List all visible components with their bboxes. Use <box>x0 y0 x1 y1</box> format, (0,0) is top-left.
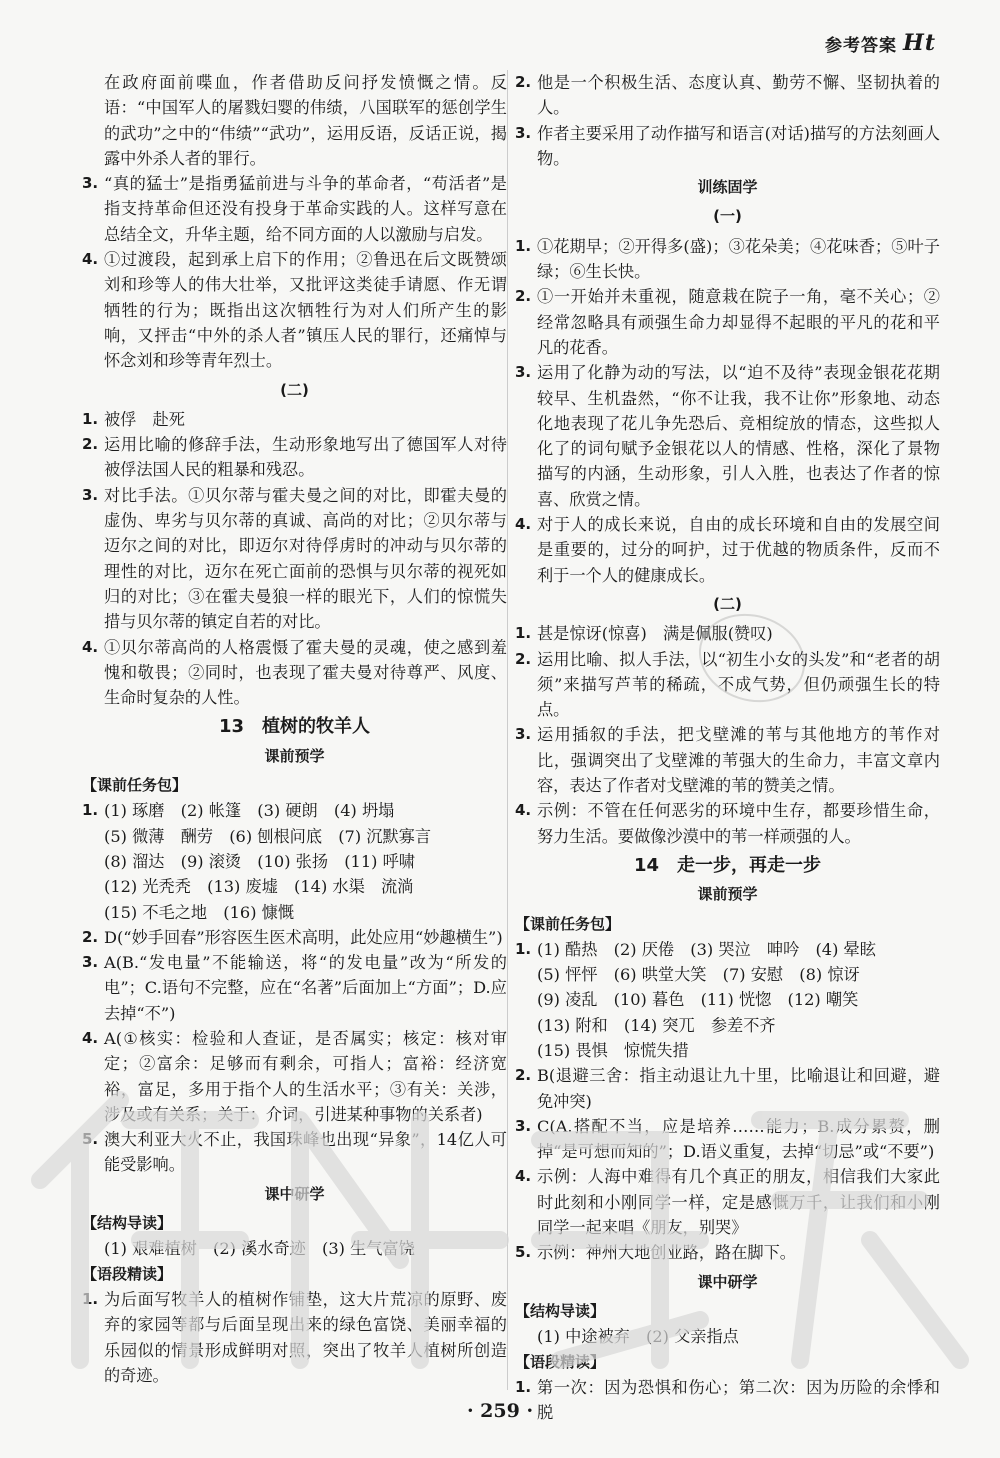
item-number: 4. <box>515 515 532 534</box>
lesson-title <box>515 853 940 878</box>
answer-item <box>515 121 940 172</box>
item-number: 4. <box>515 1167 532 1186</box>
item-number: 1. <box>82 801 99 820</box>
continued-text: (12) 光秃秃 (13) 废墟 (14) 水渠 流淌 <box>104 877 414 897</box>
item-text: 甚是惊讶(惊喜) 满是佩服(赞叹) <box>537 624 773 644</box>
page-number: · 259 · <box>466 1400 534 1422</box>
item-number: 2. <box>515 73 532 91</box>
column-divider <box>507 70 508 1390</box>
answer-item <box>515 1063 940 1114</box>
item-number: 3. <box>82 174 99 193</box>
item-text: 示例：神州大地创业路，路在脚下。 <box>537 1243 796 1263</box>
item-text: A(①核实：检验和人查证，是否属实；核定：核对审定；②富余：足够而有剩余，可指人；富裕：经济宽裕，富足，多用于指个人的生活水平；③有关：关涉，涉及或有关系；关于：介词，引进某种事物的关系者) <box>104 1028 507 1124</box>
section-subheading: 课前预学 <box>697 885 758 904</box>
item-number: 1. <box>515 236 532 255</box>
answer-item <box>82 798 507 823</box>
item-text: D(“妙手回春”形容医生医术高明，此处应用“妙趣横生”) <box>104 927 503 947</box>
section-tag: 【课前任务包】 <box>82 776 188 795</box>
answer-item <box>515 937 940 962</box>
continued-text: (15) 不毛之地 (16) 慷慨 <box>104 902 295 922</box>
item-number: 4. <box>515 801 532 820</box>
continued-text: (5) 微薄 酬劳 (6) 刨根问底 (7) 沉默寡言 <box>104 826 432 846</box>
answer-item <box>82 925 507 950</box>
item-number: 2. <box>515 649 532 668</box>
item-text: B(退避三舍：指主动退让九十里，比喻退让和回避，避免冲突) <box>537 1066 940 1111</box>
section-subheading: (二) <box>280 380 309 399</box>
item-number: 2. <box>82 435 99 454</box>
item-text: 被俘 赴死 <box>104 409 185 429</box>
answer-item <box>515 722 940 798</box>
lesson-number: 13 <box>218 716 245 738</box>
answer-item <box>515 70 940 121</box>
item-number: 2. <box>82 927 99 946</box>
right-column <box>515 70 940 1425</box>
answer-item <box>515 798 940 849</box>
answer-item <box>82 432 507 483</box>
item-number: 3. <box>515 123 532 142</box>
answer-item <box>515 512 940 588</box>
item-number: 5. <box>515 1243 532 1262</box>
publisher-logo: Ht <box>903 30 936 56</box>
answer-item <box>82 1287 507 1388</box>
item-number: 3. <box>515 725 532 744</box>
section-tag: 【语段精读】 <box>515 1352 606 1371</box>
section-subheading: (二) <box>713 594 742 613</box>
item-text: (1) 酷热 (2) 厌倦 (3) 哭泣 呻吟 (4) 晕眩 <box>537 939 876 959</box>
answer-item <box>82 171 507 247</box>
item-text: 作者主要采用了动作描写和语言(对话)描写的方法刻画人物。 <box>537 123 940 168</box>
item-number: 3. <box>515 1116 532 1135</box>
item-text: 运用插叙的手法，把戈壁滩的苇与其他地方的苇作对比，强调突出了戈壁滩的苇强大的生命力，丰富文章内容，表达了作者对戈壁滩的苇的赞美之情。 <box>537 725 940 796</box>
lesson-name: 植树的牧羊人 <box>262 716 371 738</box>
item-number: 4. <box>82 637 99 656</box>
item-text: ①贝尔蒂高尚的人格震慑了霍夫曼的灵魂，使之感到羞愧和敬畏；②同时，也表现了霍夫曼对待尊严、风度、生命时复杂的人性。 <box>104 637 507 708</box>
section-subheading: 课前预学 <box>264 746 325 765</box>
section-subheading: 训练固学 <box>697 178 758 197</box>
item-text: ①一开始并未重视，随意栽在院子一角，毫不关心；②经常忽略具有顽强生命力却显得不起眼的平凡的花和平凡的花香。 <box>537 287 940 357</box>
item-text: 示例：不管在任何恶劣的环境中生存，都要珍惜生命，努力生活。要做像沙漠中的苇一样顽强的人。 <box>537 801 940 846</box>
item-text: ①花期早；②开得多(盛)；③花朵美；④花味香；⑤叶子绿；⑥生长快。 <box>537 236 940 282</box>
answer-item <box>515 284 940 360</box>
lesson-number: 14 <box>633 854 660 876</box>
answer-item <box>515 1114 940 1165</box>
section-subheading: (一) <box>713 207 742 226</box>
section-tag: 【语段精读】 <box>82 1264 173 1283</box>
item-text: C(A.搭配不当，应是培养……能力；B.成分累赘，删掉“是可想而知的”；D.语义重复，去掉“切忌”或“不要”) <box>537 1116 940 1162</box>
item-number: 3. <box>515 363 532 382</box>
continued-text: (15) 畏惧 惊慌失措 <box>537 1040 689 1060</box>
continued-text: (13) 附和 (14) 突兀 参差不齐 <box>537 1015 776 1035</box>
item-text: 他是一个积极生活、态度认真、勤劳不懈、坚韧执着的人。 <box>537 73 940 118</box>
item-text: 示例：人海中难得有几个真正的朋友，相信我们大家此时此刻和小刚同学一样，定是感慨万千，让我们和小刚同学一起来唱《朋友，别哭》 <box>537 1167 940 1238</box>
item-text: 对比手法。①贝尔蒂与霍夫曼之间的对比，即霍夫曼的虚伪、卑劣与贝尔蒂的真诚、高尚的对比；②贝尔蒂与迈尔之间的对比，即迈尔对待俘虏时的冲动与贝尔蒂的理性的对比，迈尔在死亡面前的恐惧与贝尔蒂的视死如归的对比；③在霍夫曼狼一样的眼光下，人们的惊慌失措与贝尔蒂的镇定自若的对比。 <box>104 485 507 632</box>
item-number: 1. <box>82 409 99 428</box>
item-text: ①过渡段，起到承上启下的作用；②鲁迅在后文既赞颂刘和珍等人的伟大壮举，又批评这类徒手请愿、作无谓牺牲的行为；既指出这次牺牲行为对人们所产生的影响，又抨击“中外的杀人者”镇压人民的罪行，还痛悼与怀念刘和珍等青年烈士。 <box>104 250 507 371</box>
continued-text: 在政府面前喋血，作者借助反问抒发愤慨之情。反语：“中国军人的屠戮妇婴的伟绩，八国联军的惩创学生的武功”之中的“伟绩”“武功”，运用反语，反话正说，揭露中外杀人者的罪行。 <box>104 73 507 168</box>
answer-item <box>515 1164 940 1240</box>
item-text: 运用比喻、拟人手法，以“初生小女的头发”和“老者的胡须”来描写芦苇的稀疏，不成气势，但仍顽强生长的特点。 <box>537 649 940 720</box>
continued-text: (1) 艰难植树 (2) 溪水奇迹 (3) 生气富饶 <box>104 1239 415 1259</box>
answer-item <box>82 635 507 711</box>
item-number: 1. <box>515 939 532 958</box>
item-text: “真的猛士”是指勇猛前进与斗争的革命者，“苟活者”是指支持革命但还没有投身于革命实践的人。这样写意在总结全文，升华主题，给不同方面的人以激励与启发。 <box>104 174 507 244</box>
answer-item <box>515 234 940 285</box>
item-number: 3. <box>82 953 99 972</box>
item-number: 1. <box>82 1289 99 1308</box>
item-text: 第一次：因为恐惧和伤心；第二次：因为历险的余悸和脱 <box>537 1377 940 1423</box>
item-text: 澳大利亚大火不止，我国珠峰也出现“异象”，14亿人可能受影响。 <box>104 1130 507 1175</box>
answer-item <box>82 1026 507 1127</box>
answer-item <box>82 1127 507 1178</box>
header-label: 参考答案 <box>825 35 898 56</box>
answer-item <box>82 247 507 373</box>
item-number: 4. <box>82 250 99 269</box>
continued-text: (9) 凌乱 (10) 暮色 (11) 恍惚 (12) 嘲笑 <box>537 990 859 1010</box>
item-text: 运用比喻的修辞手法，生动形象地写出了德国军人对待被俘法国人民的粗暴和残忍。 <box>104 435 507 480</box>
section-tag: 【结构导读】 <box>515 1301 606 1320</box>
item-text: A(B.“发电量”不能输送，将“的发电量”改为“所发的电”；C.语句不完整，应在“名著”后面加上“方面”；D.应去掉“不”) <box>104 953 507 1023</box>
continued-text: (5) 怦怦 (6) 哄堂大笑 (7) 安慰 (8) 惊讶 <box>537 965 860 985</box>
item-number: 2. <box>515 287 532 306</box>
section-subheading: 课中研学 <box>264 1184 325 1203</box>
answer-item <box>515 1240 940 1265</box>
item-number: 1. <box>515 1377 532 1396</box>
lesson-title <box>82 714 507 739</box>
item-number: 2. <box>515 1066 532 1085</box>
left-column <box>82 70 507 1388</box>
section-tag: 【课前任务包】 <box>515 914 621 933</box>
answer-item <box>515 360 940 512</box>
answer-item <box>82 407 507 432</box>
lesson-name: 走一步，再走一步 <box>677 854 822 876</box>
item-number: 1. <box>515 624 532 643</box>
item-text: (1) 琢磨 (2) 帐篷 (3) 硬朗 (4) 坍塌 <box>104 801 395 821</box>
item-text: 对于人的成长来说，自由的成长环境和自由的发展空间是重要的，过分的呵护，过于优越的物质条件，反而不利于一个人的健康成长。 <box>537 515 940 585</box>
item-text: 为后面写牧羊人的植树作铺垫，这大片荒凉的原野、废弃的家园等都与后面呈现出来的绿色富饶、美丽幸福的乐园似的情景形成鲜明对照，突出了牧羊人植树所创造的奇迹。 <box>104 1289 507 1385</box>
section-subheading: 课中研学 <box>697 1272 758 1291</box>
item-number: 3. <box>82 485 99 504</box>
item-text: 运用了化静为动的写法，以“迫不及待”表现金银花花期较早、生机盎然，“你不让我，我不让你”形象地、动态化地表现了花儿争先恐后、竞相绽放的情态，这些拟人化了的词句赋予金银花以人的情感、性格，深化了景物描写的内涵，生动形象，引人入胜，也表达了作者的惊喜、欣赏之情。 <box>537 363 940 509</box>
answer-item <box>82 950 507 1026</box>
continued-text: (8) 溜达 (9) 滚烫 (10) 张扬 (11) 呼啸 <box>104 851 415 871</box>
item-number: 5. <box>82 1130 99 1149</box>
section-tag: 【结构导读】 <box>82 1214 173 1233</box>
item-number: 4. <box>82 1028 99 1047</box>
answer-item <box>82 483 507 635</box>
page-header <box>825 30 936 56</box>
continued-text: (1) 中途被弃 (2) 父亲指点 <box>537 1327 739 1347</box>
